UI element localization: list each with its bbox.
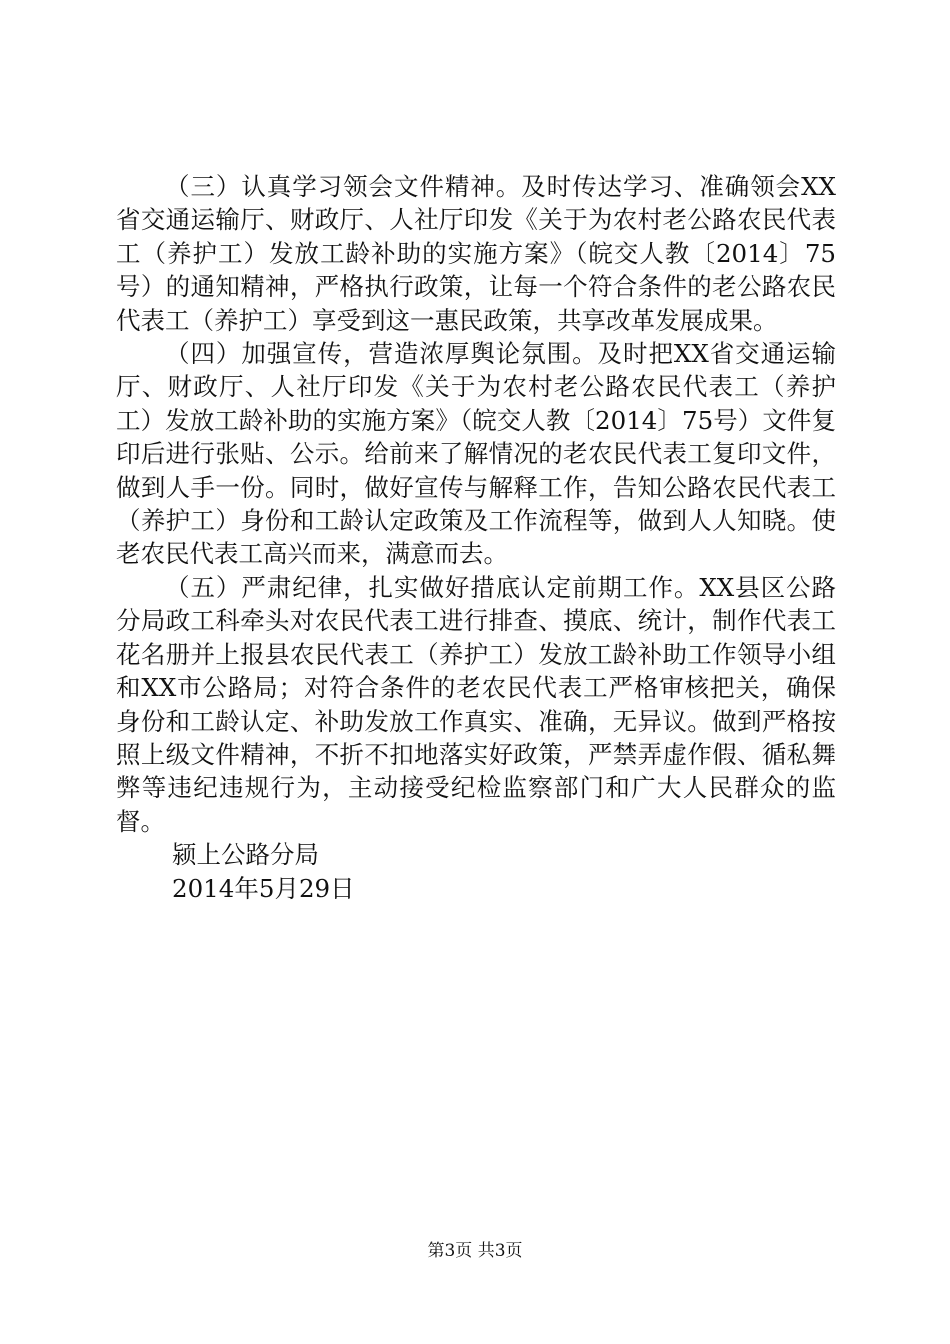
signature-date: 2014年5月29日 <box>172 873 355 903</box>
page-footer: 第3页 共3页 <box>427 1241 523 1261</box>
paragraph-4-publicity: （四）加强宣传，营造浓厚舆论氛围。及时把XX省交通运输厅、财政厅、人社厅印发《关于为农村老公路农民代表工（养护工）发放工龄补助的实施方案》（皖交人教〔2014〕75号）文件复印后进行张贴、公示。给前来了解情况的老农民代表工复印文件，做到人手一份。同时，做好宣传与解释工作，告知公路农民代表工（养护工）身份和工龄认定政策及工作流程等，做到人人知晓。使老农民代表工高兴而来，满意而去。 <box>116 339 836 569</box>
paragraph-3-study-documents: （三）认真学习领会文件精神。及时传达学习、准确领会XX省交通运输厅、财政厅、人社厅印发《关于为农村老公路农民代表工（养护工）发放工龄补助的实施方案》（皖交人教〔2014〕75号）的通知精神，严格执行政策，让每一个符合条件的老公路农民代表工（养护工）享受到这一惠民政策，共享改革发展成果。 <box>116 172 836 335</box>
document-body <box>116 170 836 905</box>
signature-organization: 颍上公路分局 <box>172 840 319 870</box>
paragraph-5-discipline: （五）严肃纪律，扎实做好措底认定前期工作。XX县区公路分局政工科牵头对农民代表工进行排查、摸底、统计，制作代表工花名册并上报县农民代表工（养护工）发放工龄补助工作领导小组和XX市公路局；对符合条件的老农民代表工严格审核把关，确保身份和工龄认定、补助发放工作真实、准确，无异议。做到严格按照上级文件精神，不折不扣地落实好政策，严禁弄虚作假、循私舞弊等违纪违规行为，主动接受纪检监察部门和广大人民群众的监督。 <box>116 572 836 836</box>
